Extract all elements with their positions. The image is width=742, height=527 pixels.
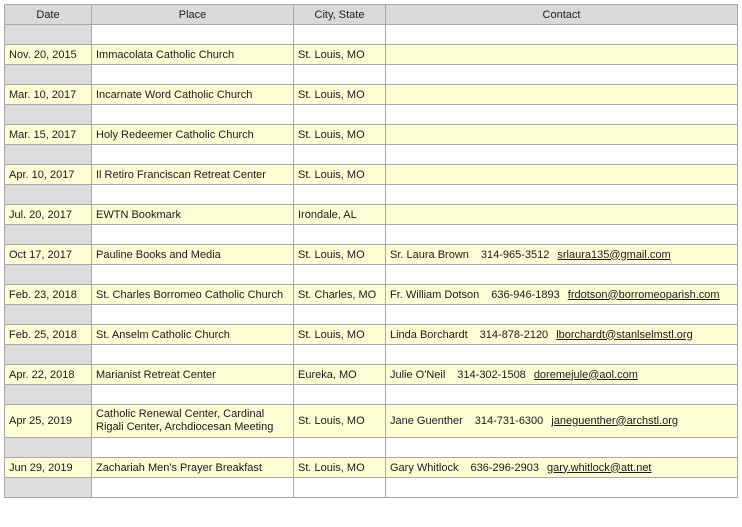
cell-place: Incarnate Word Catholic Church — [92, 85, 294, 105]
spacer-row — [5, 225, 738, 245]
contact-phone: 314-965-3512 — [480, 248, 550, 261]
contact-email-link[interactable]: gary.whitlock@att.net — [546, 461, 652, 474]
cell-place: Marianist Retreat Center — [92, 365, 294, 385]
spacer-row — [5, 265, 738, 285]
table-row — [5, 325, 738, 345]
cell-city-state: St. Louis, MO — [294, 165, 386, 185]
spacer-row — [5, 145, 738, 165]
contact-email-link[interactable]: lborchardt@stanlselmstl.org — [556, 328, 693, 341]
cell-contact — [386, 125, 738, 145]
cell-place: Holy Redeemer Catholic Church — [92, 125, 294, 145]
table-row — [5, 45, 738, 65]
cell-contact — [386, 405, 738, 438]
cell-date: Jun 29, 2019 — [5, 458, 92, 478]
cell-city-state: St. Louis, MO — [294, 125, 386, 145]
cell-date: Feb. 23, 2018 — [5, 285, 92, 305]
cell-city-state: Irondale, AL — [294, 205, 386, 225]
spacer-row — [5, 345, 738, 365]
contact-email-link[interactable]: srlaura135@gmail.com — [557, 248, 671, 261]
contact-person: Linda Borchardt — [390, 328, 468, 341]
table-row — [5, 365, 738, 385]
table-row — [5, 165, 738, 185]
contact-person: Julie O'Neil — [390, 368, 446, 381]
spacer-row — [5, 65, 738, 85]
contact-email-link[interactable]: janeguenther@archstl.org — [551, 414, 679, 427]
table-row — [5, 405, 738, 438]
spacer-row — [5, 105, 738, 125]
cell-date: Mar. 10, 2017 — [5, 85, 92, 105]
header-row — [5, 5, 738, 25]
contact-phone: 314-731-6300 — [474, 414, 544, 427]
spacer-row — [5, 305, 738, 325]
spacer-row — [5, 25, 738, 45]
contact-email-link[interactable]: frdotson@borromeoparish.com — [567, 288, 720, 301]
header-contact: Contact — [386, 5, 738, 25]
cell-place: St. Anselm Catholic Church — [92, 325, 294, 345]
cell-date: Jul. 20, 2017 — [5, 205, 92, 225]
cell-contact — [386, 45, 738, 65]
cell-city-state: St. Louis, MO — [294, 85, 386, 105]
cell-contact — [386, 365, 738, 385]
cell-contact — [386, 205, 738, 225]
cell-city-state: St. Charles, MO — [294, 285, 386, 305]
cell-date: Apr 25, 2019 — [5, 405, 92, 438]
table-row — [5, 245, 738, 265]
contact-phone: 314-878-2120 — [479, 328, 549, 341]
contact-phone: 636-946-1893 — [491, 288, 560, 301]
spacer-row — [5, 478, 738, 498]
cell-city-state: St. Louis, MO — [294, 245, 386, 265]
header-place: Place — [92, 5, 294, 25]
spacer-row — [5, 438, 738, 458]
table-row — [5, 285, 738, 305]
cell-place: St. Charles Borromeo Catholic Church — [92, 285, 294, 305]
cell-place: EWTN Bookmark — [92, 205, 294, 225]
table-row — [5, 458, 738, 478]
table-body — [5, 25, 738, 498]
cell-contact — [386, 85, 738, 105]
contact-person: Gary Whitlock — [390, 461, 459, 474]
cell-city-state: Eureka, MO — [294, 365, 386, 385]
contact-person: Fr. William Dotson — [390, 288, 480, 301]
spacer-row — [5, 185, 738, 205]
cell-city-state: St. Louis, MO — [294, 325, 386, 345]
contact-phone: 636-296-2903 — [470, 461, 539, 474]
cell-city-state: St. Louis, MO — [294, 45, 386, 65]
header-date: Date — [5, 5, 92, 25]
cell-date: Feb. 25, 2018 — [5, 325, 92, 345]
cell-place: Immacolata Catholic Church — [92, 45, 294, 65]
cell-contact — [386, 325, 738, 345]
events-table — [4, 4, 738, 498]
cell-contact — [386, 245, 738, 265]
cell-date: Apr. 22, 2018 — [5, 365, 92, 385]
cell-place: Zachariah Men's Prayer Breakfast — [92, 458, 294, 478]
contact-person: Sr. Laura Brown — [390, 248, 469, 261]
table-row — [5, 125, 738, 145]
table-row — [5, 205, 738, 225]
header-city-state: City, State — [294, 5, 386, 25]
cell-contact — [386, 165, 738, 185]
cell-contact — [386, 285, 738, 305]
cell-city-state: St. Louis, MO — [294, 405, 386, 438]
spacer-row — [5, 385, 738, 405]
contact-phone: 314-302-1508 — [457, 368, 526, 381]
cell-city-state: St. Louis, MO — [294, 458, 386, 478]
cell-date: Mar. 15, 2017 — [5, 125, 92, 145]
cell-contact — [386, 458, 738, 478]
table-row — [5, 85, 738, 105]
cell-date: Nov. 20, 2015 — [5, 45, 92, 65]
cell-place: Catholic Renewal Center, Cardinal Rigali Center, Archdiocesan Meeting — [92, 405, 294, 438]
cell-place: Il Retiro Franciscan Retreat Center — [92, 165, 294, 185]
contact-person: Jane Guenther — [390, 414, 463, 427]
cell-place: Pauline Books and Media — [92, 245, 294, 265]
cell-date: Oct 17, 2017 — [5, 245, 92, 265]
contact-email-link[interactable]: doremejule@aol.com — [533, 368, 638, 381]
cell-date: Apr. 10, 2017 — [5, 165, 92, 185]
